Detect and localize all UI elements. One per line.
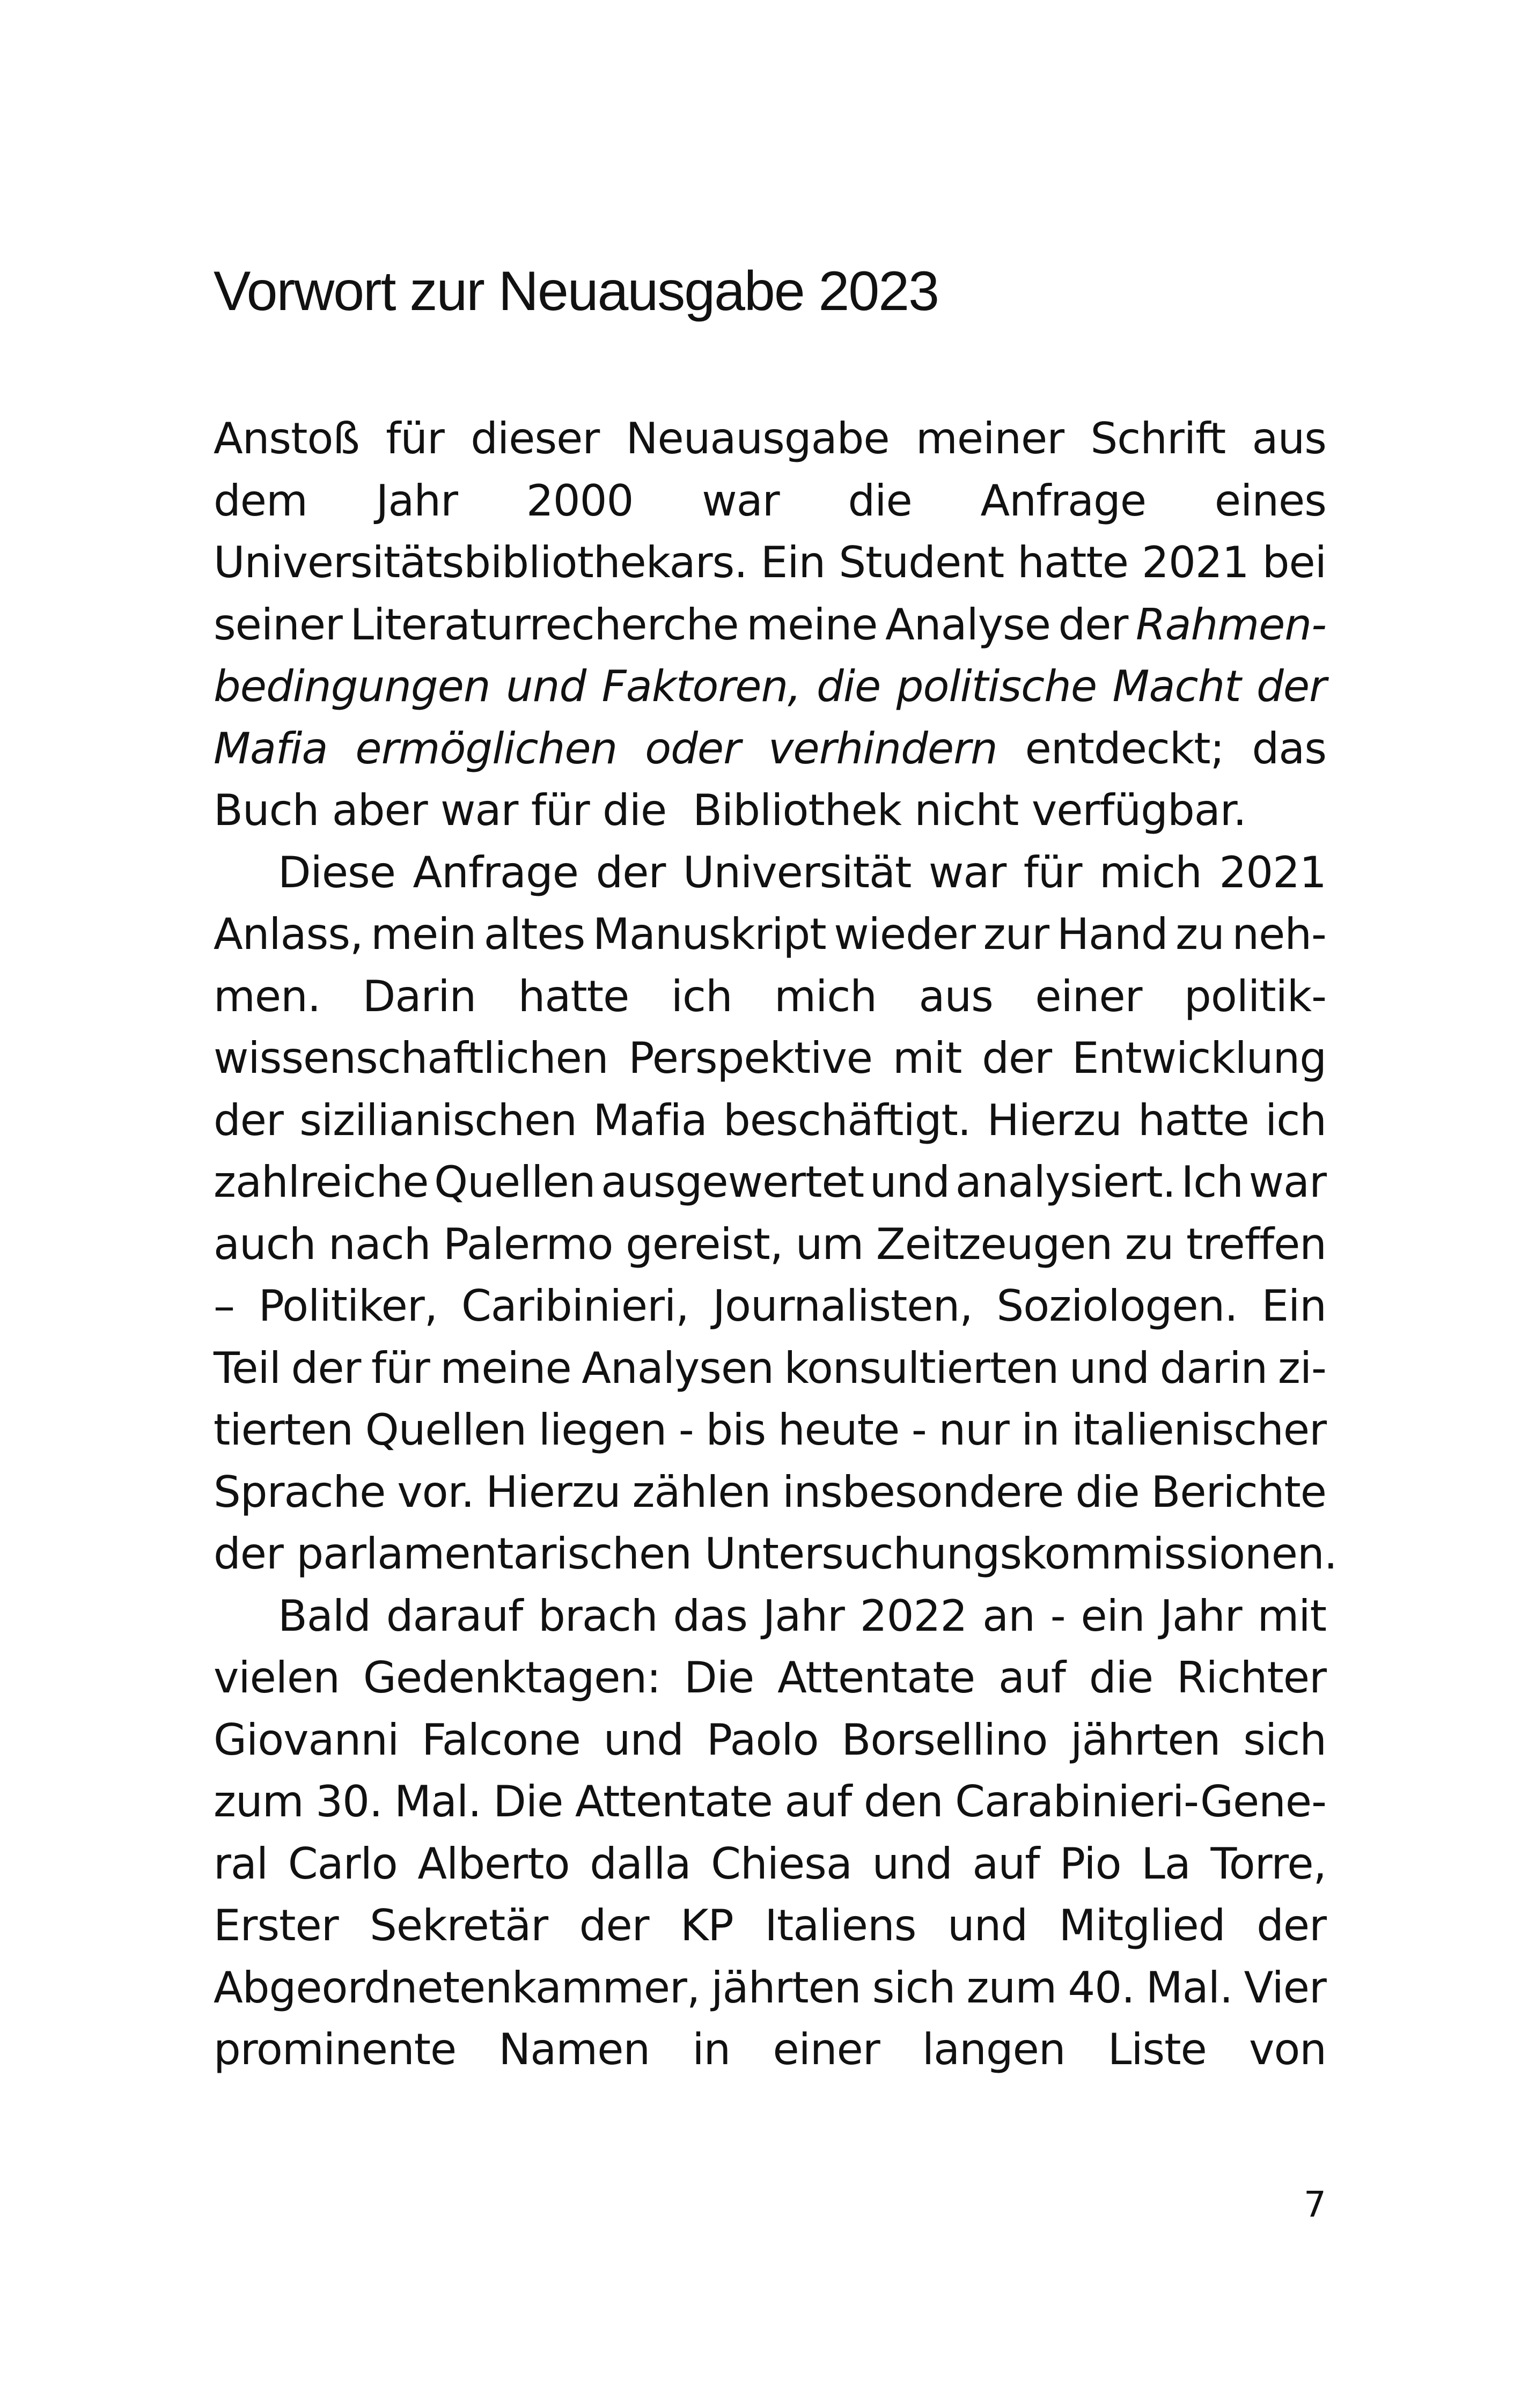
word: Jahr xyxy=(1160,1590,1242,1641)
word: für xyxy=(1023,847,1082,897)
word: sizilianischen xyxy=(299,1095,577,1145)
word: Literaturrecherche xyxy=(350,599,739,650)
paragraph-first-line xyxy=(214,842,1326,904)
word: Attentate xyxy=(777,1653,975,1703)
word: der xyxy=(1058,599,1128,650)
word: Rahmen- xyxy=(1135,599,1326,650)
word: Analysen xyxy=(582,1343,774,1393)
word: gereist, xyxy=(626,1219,783,1269)
word: Ein xyxy=(760,537,826,587)
text-line xyxy=(214,1337,1326,1400)
body-text xyxy=(214,408,1338,2081)
word: - xyxy=(911,1405,927,1455)
word: in xyxy=(1021,1405,1060,1455)
word: tierten xyxy=(214,1405,353,1455)
word: die xyxy=(1089,1653,1153,1703)
word: KP xyxy=(680,1901,733,1950)
word: 2021 xyxy=(1142,537,1249,587)
word: und xyxy=(1069,1343,1150,1393)
word: Entwicklung xyxy=(1071,1033,1326,1083)
paragraph-last-line xyxy=(214,779,1326,842)
word: hatte xyxy=(1017,537,1128,587)
word: neh- xyxy=(1232,909,1326,959)
word: verhindern xyxy=(768,723,997,774)
word: in xyxy=(692,2024,731,2074)
word: Perspektive xyxy=(628,1033,873,1083)
word: Zeitzeugen xyxy=(876,1219,1113,1269)
text-line xyxy=(214,1399,1326,1461)
word: analysiert. xyxy=(955,1157,1175,1207)
text-line xyxy=(214,1771,1326,1833)
word: Erster xyxy=(214,1901,339,1950)
word: Hand xyxy=(1056,909,1168,959)
word: Manuskript xyxy=(592,909,826,959)
word: einer xyxy=(1035,971,1142,1021)
word: der xyxy=(579,1901,649,1950)
text-line xyxy=(214,408,1326,470)
word: und xyxy=(506,661,586,711)
word: Giovanni xyxy=(214,1714,399,1765)
word: Carlo xyxy=(288,1838,398,1889)
word: - xyxy=(678,1405,694,1455)
word: langen xyxy=(922,2024,1066,2074)
word: bei xyxy=(1262,537,1326,587)
word: Borsellino xyxy=(841,1714,1048,1765)
word: vielen xyxy=(214,1653,340,1703)
word: politische xyxy=(896,661,1097,711)
word: zahlreiche xyxy=(214,1157,429,1207)
word: Anlass, xyxy=(214,909,363,959)
word: hatte xyxy=(518,971,629,1021)
text-line xyxy=(214,656,1326,718)
word: von xyxy=(1249,2024,1326,2074)
word: heute xyxy=(777,1405,900,1455)
word: zu xyxy=(1175,909,1224,959)
word: italienischer xyxy=(1071,1405,1326,1455)
word: der xyxy=(596,847,666,897)
word: der xyxy=(982,1033,1052,1083)
text-line xyxy=(214,1275,1326,1337)
word: zum xyxy=(966,1962,1057,2013)
word: bedingungen xyxy=(214,661,490,711)
word: Analyse xyxy=(885,599,1050,650)
word: mit xyxy=(1257,1590,1326,1641)
word: mit xyxy=(892,1033,962,1083)
word: jährten xyxy=(1070,1714,1221,1765)
word: treffen xyxy=(1186,1219,1326,1269)
word: auch xyxy=(214,1219,316,1269)
word: 30. xyxy=(315,1777,383,1827)
word: aus xyxy=(919,971,993,1021)
word: oder xyxy=(645,723,741,774)
word: Mal. xyxy=(394,1777,481,1827)
word: Hierzu xyxy=(987,1095,1122,1145)
word: Quellen xyxy=(365,1405,527,1455)
word: einer xyxy=(773,2024,880,2074)
word: 2021 xyxy=(1219,847,1326,897)
word: Abgeordnetenkammer, xyxy=(214,1962,700,2013)
text-line xyxy=(214,470,1326,532)
word: Soziologen. xyxy=(996,1281,1238,1331)
word: meine xyxy=(440,1343,571,1393)
word: zi- xyxy=(1277,1343,1326,1393)
word: Darin xyxy=(362,971,476,1021)
text-line xyxy=(214,1647,1326,1709)
word: Sprache xyxy=(214,1467,386,1517)
word: Paolo xyxy=(706,1714,819,1765)
text-line xyxy=(214,718,1326,780)
word: an xyxy=(982,1590,1035,1641)
word: dalla xyxy=(590,1838,691,1889)
word: beschäftigt. xyxy=(723,1095,971,1145)
text-line xyxy=(214,594,1326,656)
word: ein xyxy=(1081,1590,1145,1641)
word: für xyxy=(371,1343,430,1393)
word: konsultierten xyxy=(784,1343,1059,1393)
word: Pio xyxy=(1059,1838,1121,1889)
word: nach xyxy=(328,1219,431,1269)
word: darauf xyxy=(386,1590,523,1641)
word: Vier xyxy=(1244,1962,1326,2013)
word: entdeckt; xyxy=(1025,723,1224,774)
word: - xyxy=(1050,1590,1066,1641)
word: Neuausgabe xyxy=(626,414,890,463)
word: Bald xyxy=(278,1590,371,1641)
chapter-heading: Vorwort zur Neuausgabe 2023 xyxy=(214,260,938,322)
word: das xyxy=(1252,723,1326,774)
word: Namen xyxy=(498,2024,650,2074)
word: wissenschaftlichen xyxy=(214,1033,608,1083)
word: aus xyxy=(1252,414,1326,463)
word: altes xyxy=(483,909,585,959)
word: die xyxy=(817,661,881,711)
word: Liste xyxy=(1107,2024,1207,2074)
line-text: Buch aber war für die Bibliothek nicht verfügbar. xyxy=(214,785,1246,835)
word: Berichte xyxy=(1151,1467,1326,1517)
word: Die xyxy=(493,1777,563,1827)
word: ich xyxy=(671,971,732,1021)
word: war xyxy=(928,847,1006,897)
word: Diese xyxy=(278,847,395,897)
word: und xyxy=(869,1157,950,1207)
word: Jahr xyxy=(376,475,458,526)
word: Mitglied xyxy=(1059,1901,1225,1950)
word: Anfrage xyxy=(413,847,578,897)
word: Ich xyxy=(1181,1157,1243,1207)
word: men. xyxy=(214,971,321,1021)
text-line xyxy=(214,1709,1326,1771)
line-text: der parlamentarischen Untersuchungskommissionen. xyxy=(214,1529,1338,1579)
word: Gedenktagen: xyxy=(363,1653,661,1703)
word: insbesondere xyxy=(782,1467,1064,1517)
word: 2000 xyxy=(526,475,634,526)
word: Journalisten, xyxy=(712,1281,973,1331)
word: um xyxy=(795,1219,864,1269)
word: zur xyxy=(983,909,1049,959)
word: Schrift xyxy=(1090,414,1226,463)
word: liegen xyxy=(538,1405,667,1455)
word: politik- xyxy=(1184,971,1326,1021)
word: Carabinieri-Gene- xyxy=(955,1777,1326,1827)
word: Anfrage xyxy=(980,475,1147,526)
word: Universität xyxy=(682,847,912,897)
word: Anstoß xyxy=(214,414,359,463)
word: und xyxy=(872,1838,952,1889)
word: 40. xyxy=(1068,1962,1135,2013)
word: mich xyxy=(1099,847,1202,897)
word: Falcone xyxy=(422,1714,581,1765)
word: ausgewertet xyxy=(601,1157,864,1207)
word: La xyxy=(1141,1838,1191,1889)
text-line xyxy=(214,1461,1326,1523)
word: meiner xyxy=(915,414,1064,463)
word: vor. xyxy=(397,1467,474,1517)
word: und xyxy=(947,1901,1028,1950)
word: meine xyxy=(746,599,878,650)
word: Faktoren, xyxy=(601,661,801,711)
word: 2022 xyxy=(859,1590,967,1641)
word: Caribinieri, xyxy=(461,1281,689,1331)
text-line xyxy=(214,1089,1326,1152)
text-line xyxy=(214,1833,1326,1895)
paragraph-last-line xyxy=(214,1523,1338,1585)
word: sich xyxy=(872,1962,956,2013)
word: und xyxy=(603,1714,684,1765)
word: Student xyxy=(839,537,1004,587)
word: Mafia xyxy=(214,723,328,774)
word: Richter xyxy=(1176,1653,1326,1703)
word: Alberto xyxy=(417,1838,570,1889)
word: Politiker, xyxy=(258,1281,438,1331)
word: die xyxy=(1075,1467,1140,1517)
word: prominente xyxy=(214,2024,457,2074)
word: seiner xyxy=(214,599,342,650)
word: – xyxy=(214,1281,234,1331)
word: wieder xyxy=(834,909,975,959)
word: zu xyxy=(1125,1219,1174,1269)
word: hatte xyxy=(1138,1095,1249,1145)
word: war xyxy=(1248,1157,1326,1207)
word: Ein xyxy=(1261,1281,1326,1331)
word: das xyxy=(673,1590,747,1641)
paragraph-first-line xyxy=(214,1585,1326,1647)
text-line xyxy=(214,1027,1326,1089)
word: Jahr xyxy=(762,1590,844,1641)
word: dieser xyxy=(471,414,600,463)
word: Attentate xyxy=(575,1777,773,1827)
word: mein xyxy=(371,909,476,959)
word: mich xyxy=(774,971,877,1021)
word: war xyxy=(702,475,780,526)
word: Teil xyxy=(214,1343,281,1393)
word: Hierzu xyxy=(486,1467,621,1517)
word: auf xyxy=(972,1838,1040,1889)
word: jährten xyxy=(711,1962,861,2013)
word: Mal. xyxy=(1145,1962,1233,2013)
word: Torre, xyxy=(1210,1838,1326,1889)
word: sich xyxy=(1243,1714,1326,1765)
word: zählen xyxy=(632,1467,771,1517)
word: nur xyxy=(938,1405,1009,1455)
word: dem xyxy=(214,475,307,526)
word: darin xyxy=(1159,1343,1268,1393)
word: die xyxy=(848,475,912,526)
word: eines xyxy=(1214,475,1326,526)
word: Chiesa xyxy=(711,1838,852,1889)
page-number: 7 xyxy=(1304,2184,1326,2225)
word: auf xyxy=(784,1777,852,1827)
text-line xyxy=(214,903,1326,966)
text-line xyxy=(214,1957,1326,2019)
word: Quellen xyxy=(434,1157,596,1207)
word: brach xyxy=(538,1590,658,1641)
word: Palermo xyxy=(443,1219,613,1269)
word: Macht xyxy=(1112,661,1241,711)
word: ermöglichen xyxy=(355,723,618,774)
word: Italiens xyxy=(765,1901,916,1950)
word: der xyxy=(214,1095,283,1145)
text-line xyxy=(214,966,1326,1028)
text-line xyxy=(214,532,1326,594)
word: der xyxy=(1257,1901,1326,1950)
word: der xyxy=(291,1343,361,1393)
text-line xyxy=(214,1895,1326,1957)
word: Mafia xyxy=(593,1095,707,1145)
word: ral xyxy=(214,1838,268,1889)
word: Universitätsbibliothekars. xyxy=(214,537,747,587)
word: Die xyxy=(684,1653,754,1703)
word: ich xyxy=(1265,1095,1326,1145)
word: Sekretär xyxy=(370,1901,548,1950)
word: den xyxy=(863,1777,943,1827)
word: der xyxy=(1257,661,1326,711)
text-line xyxy=(214,2019,1326,2081)
word: zum xyxy=(214,1777,304,1827)
word: auf xyxy=(998,1653,1066,1703)
word: für xyxy=(386,414,444,463)
text-line xyxy=(214,1213,1326,1276)
text-line xyxy=(214,1151,1326,1213)
word: bis xyxy=(706,1405,766,1455)
